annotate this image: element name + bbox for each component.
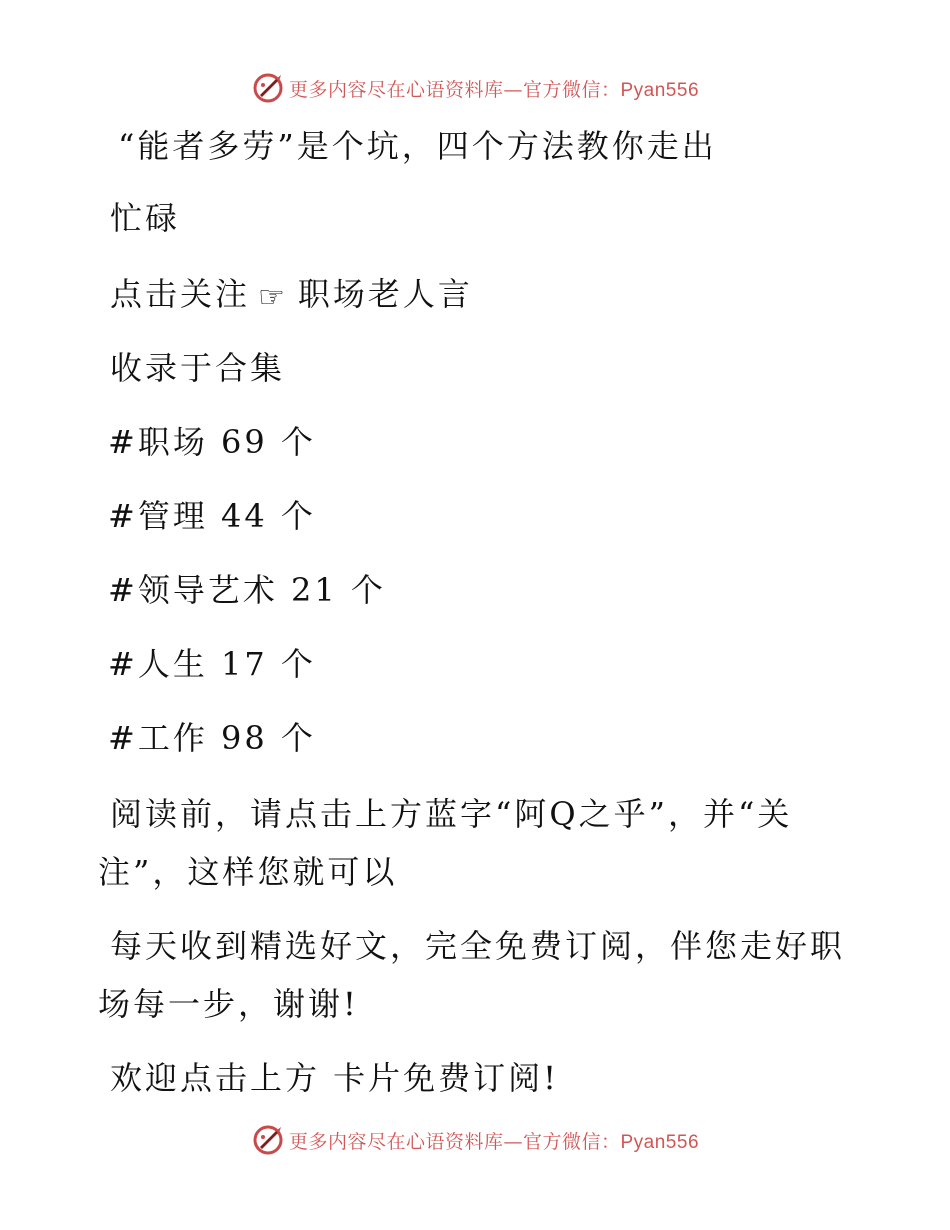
- banner-text: [289, 75, 699, 102]
- banner-wechat-id: Pyan556: [620, 1131, 700, 1153]
- article-title-line-1: “能者多劳”是个坑，四个方法教你走出: [118, 127, 717, 165]
- daily-line-1: 每天收到精选好文，完全免费订阅，伴您走好职: [110, 927, 846, 965]
- follow-account-link[interactable]: 职场老人言: [297, 275, 473, 313]
- banner-content: [251, 71, 699, 105]
- notice-line-1: 阅读前，请点击上方蓝字“阿Q之乎”，并“关: [110, 795, 793, 833]
- tag-item[interactable]: #人生 17 个: [108, 645, 316, 683]
- daily-line-2: 场每一步，谢谢!: [98, 985, 359, 1023]
- footer-banner: [0, 1120, 950, 1160]
- article-title-line-2: 忙碌: [110, 199, 181, 237]
- follow-line: [110, 274, 473, 318]
- banner-content: [251, 1123, 699, 1157]
- header-banner: [0, 68, 950, 108]
- banner-label: 更多内容尽在心语资料库—官方微信：: [288, 1130, 621, 1153]
- quill-seal-icon: [251, 1123, 285, 1157]
- tag-item[interactable]: #领导艺术 21 个: [108, 571, 386, 609]
- collection-label: 收录于合集: [110, 349, 286, 387]
- follow-prefix: 点击关注: [110, 275, 251, 313]
- banner-text: [289, 1127, 699, 1154]
- banner-label: 更多内容尽在心语资料库—官方微信：: [288, 78, 621, 101]
- tag-item[interactable]: #管理 44 个: [108, 497, 316, 535]
- quill-seal-icon: [251, 71, 285, 105]
- tag-item[interactable]: #职场 69 个: [108, 423, 316, 461]
- notice-line-2: 注”，这样您就可以: [98, 853, 398, 891]
- banner-wechat-id: Pyan556: [620, 79, 700, 101]
- tag-item[interactable]: #工作 98 个: [108, 719, 316, 757]
- pointing-hand-icon: ☞: [258, 280, 288, 315]
- welcome-line: 欢迎点击上方 卡片免费订阅!: [110, 1059, 560, 1097]
